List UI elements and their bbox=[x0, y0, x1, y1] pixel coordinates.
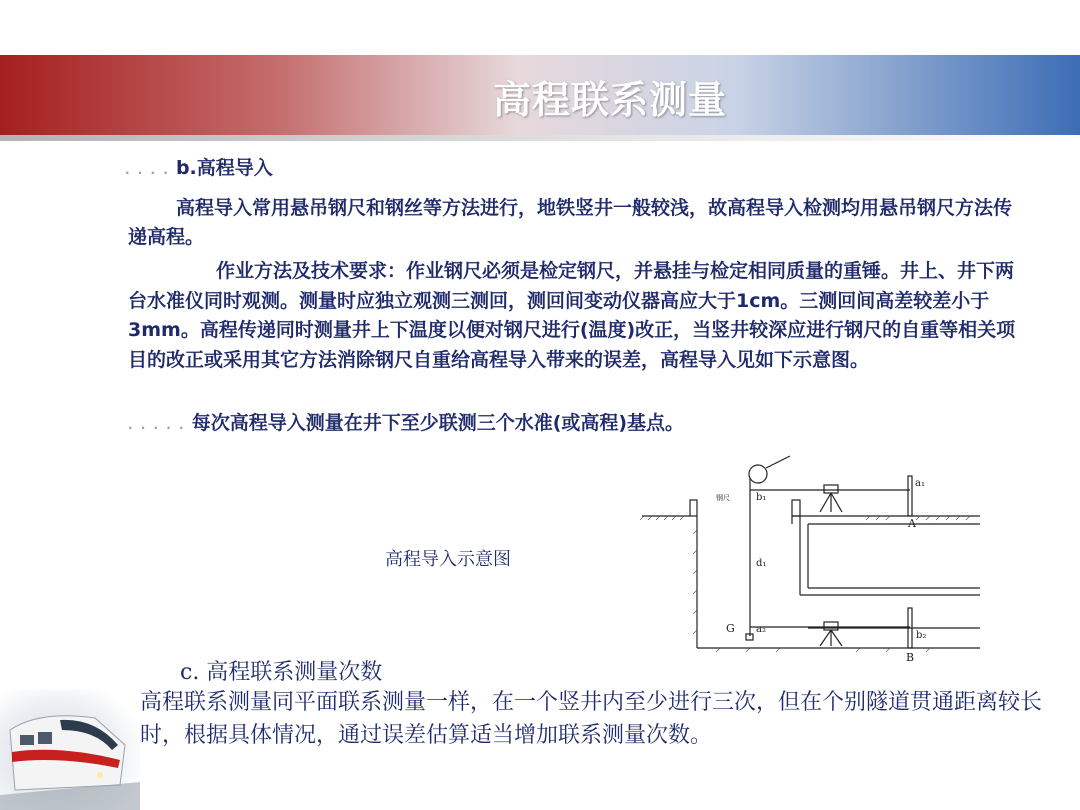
lower-tripod-leg bbox=[820, 630, 831, 646]
lower-level-instrument bbox=[824, 622, 838, 630]
label-b1: b₁ bbox=[756, 492, 767, 503]
label-a1: a₁ bbox=[915, 478, 925, 489]
diagram-caption: 高程导入示意图 bbox=[385, 549, 511, 570]
title-underline bbox=[0, 135, 1080, 141]
label-B: B bbox=[906, 651, 915, 664]
bullet-dots: . . . . bbox=[125, 163, 176, 177]
shaft-post-left bbox=[690, 500, 697, 516]
elevation-transfer-diagram bbox=[640, 450, 985, 670]
paragraph-b1: 高程导入常用悬吊钢尺和钢丝等方法进行，地铁竖井一般较浅，故高程导入检测均用悬吊钢尺方法传递高程。 bbox=[128, 197, 1013, 248]
upper-tripod-leg bbox=[820, 493, 831, 512]
ruler-reel bbox=[749, 465, 767, 483]
lower-tripod-leg bbox=[831, 630, 842, 646]
label-a2: a₂ bbox=[756, 624, 766, 635]
label-b2: b₂ bbox=[916, 630, 927, 641]
label-A: A bbox=[908, 517, 916, 530]
paragraph-c: 高程联系测量同平面联系测量一样，在一个竖井内至少进行三次，但在个别隧道贯通距离较长时，根据具体情况，通过误差估算适当增加联系测量次数。 bbox=[140, 690, 1043, 748]
metro-train-image bbox=[0, 690, 140, 810]
train-side-window bbox=[38, 732, 52, 744]
ruler-cable bbox=[766, 456, 790, 468]
train-side-window bbox=[20, 735, 34, 745]
section-c-heading: c. 高程联系测量次数 bbox=[180, 660, 383, 685]
paragraph-b2: 作业方法及技术要求：作业钢尺必须是检定钢尺，并悬挂与检定相同质量的重锤。井上、井下两台水准仪同时观测。测量时应独立观测三测回，测回间变动仪器高应大于1cm。三测回间高差较差小于3mm。高程传递同时测量井上下温度以便对钢尺进行(温度)改正，当竖井较深应进行钢尺的自重等相关项目的改正或采用其它方法消除钢尺自重给高程导入带来的误差，高程导入见如下示意图。 bbox=[128, 260, 1016, 371]
label-d1: d₁ bbox=[756, 558, 767, 569]
train-headlight bbox=[97, 772, 103, 778]
slide-title: 高程联系测量 bbox=[492, 78, 727, 122]
bullet-dots: . . . . . bbox=[128, 418, 192, 432]
section-b-heading-text: b.高程导入 bbox=[175, 157, 273, 179]
title-bar bbox=[0, 55, 1080, 135]
paragraph-b3-text: 每次高程导入测量在井下至少联测三个水准(或高程)基点。 bbox=[191, 412, 685, 434]
staff-a bbox=[908, 476, 912, 516]
upper-level-instrument bbox=[824, 485, 838, 493]
paragraph-b3 bbox=[128, 409, 1023, 440]
upper-tripod-leg bbox=[831, 493, 842, 512]
label-steel-ruler: 钢尺 bbox=[716, 494, 730, 502]
shaft-post-right bbox=[792, 500, 800, 516]
section-b-heading bbox=[125, 153, 273, 180]
label-G: G bbox=[726, 622, 735, 635]
